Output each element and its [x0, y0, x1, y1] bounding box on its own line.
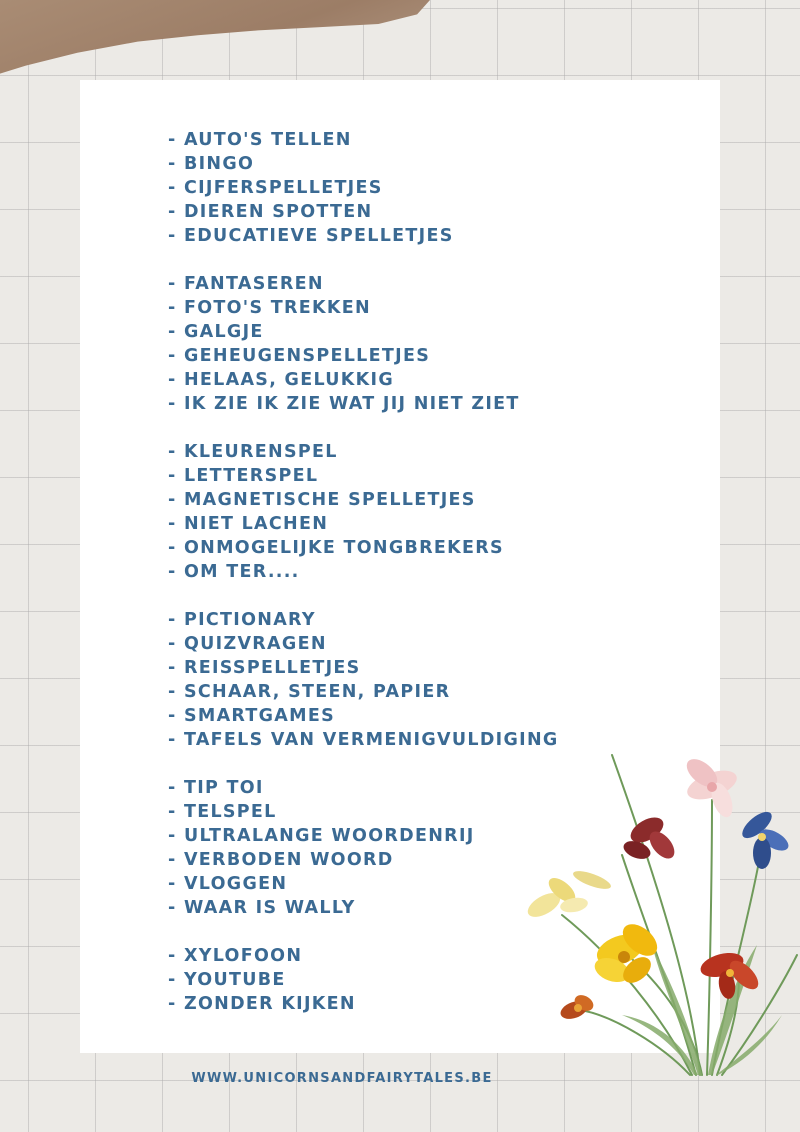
list-item: - KLEURENSPEL — [168, 442, 338, 462]
small-orange-flower — [558, 992, 596, 1022]
list-item: - HELAAS, GELUKKIG — [168, 370, 394, 390]
list-item: - FANTASEREN — [168, 274, 324, 294]
pale-yellow-flower — [524, 868, 613, 922]
list-item: - VERBODEN WOORD — [168, 850, 394, 870]
list-item: - NIET LACHEN — [168, 514, 329, 534]
list-item: - ZONDER KIJKEN — [168, 994, 356, 1014]
list-item: - AUTO'S TELLEN — [168, 130, 352, 150]
list-item: - GEHEUGENSPELLETJES — [168, 346, 431, 366]
yellow-flower — [591, 918, 663, 988]
list-item: - WAAR IS WALLY — [168, 898, 356, 918]
list-item: - FOTO'S TREKKEN — [168, 298, 371, 318]
list-item: - TIP TOI — [168, 778, 264, 798]
list-item: - QUIZVRAGEN — [168, 634, 327, 654]
list-group-6 — [168, 944, 559, 1016]
list-item: - REISSPELLETJES — [168, 658, 361, 678]
blue-iris — [738, 807, 792, 869]
list-item: - EDUCATIEVE SPELLETJES — [168, 226, 454, 246]
list-group-3 — [168, 440, 559, 584]
list-item: - VLOGGEN — [168, 874, 288, 894]
list-item: - YOUTUBE — [168, 970, 286, 990]
list-item: - OM TER.... — [168, 562, 300, 582]
list-item: - LETTERSPEL — [168, 466, 319, 486]
list-group-1 — [168, 128, 559, 248]
list-item: - GALGJE — [168, 322, 264, 342]
list-group-5 — [168, 776, 559, 920]
list-item: - MAGNETISCHE SPELLETJES — [168, 490, 476, 510]
orange-red-flower — [698, 949, 763, 1000]
list-item: - IK ZIE IK ZIE WAT JIJ NIET ZIET — [168, 394, 520, 414]
list-item: - ULTRALANGE WOORDENRIJ — [168, 826, 475, 846]
list-item: - PICTIONARY — [168, 610, 316, 630]
list-item: - SMARTGAMES — [168, 706, 336, 726]
list-item: - DIEREN SPOTTEN — [168, 202, 373, 222]
list-item: - SCHAAR, STEEN, PAPIER — [168, 682, 451, 702]
list-item: - ONMOGELIJKE TONGBREKERS — [168, 538, 504, 558]
list-item: - BINGO — [168, 154, 255, 174]
flower-bouquet-illustration — [512, 745, 800, 1085]
game-list — [168, 128, 559, 1040]
torn-paper-tape — [0, 0, 430, 80]
list-group-2 — [168, 272, 559, 416]
footer-url: WWW.UNICORNSANDFAIRYTALES.BE — [191, 1071, 493, 1086]
list-item: - XYLOFOON — [168, 946, 303, 966]
list-item: - TAFELS VAN VERMENIGVULDIGING — [168, 730, 559, 750]
list-group-4 — [168, 608, 559, 752]
list-item: - CIJFERSPELLETJES — [168, 178, 383, 198]
red-flower — [621, 812, 679, 863]
list-item: - TELSPEL — [168, 802, 277, 822]
